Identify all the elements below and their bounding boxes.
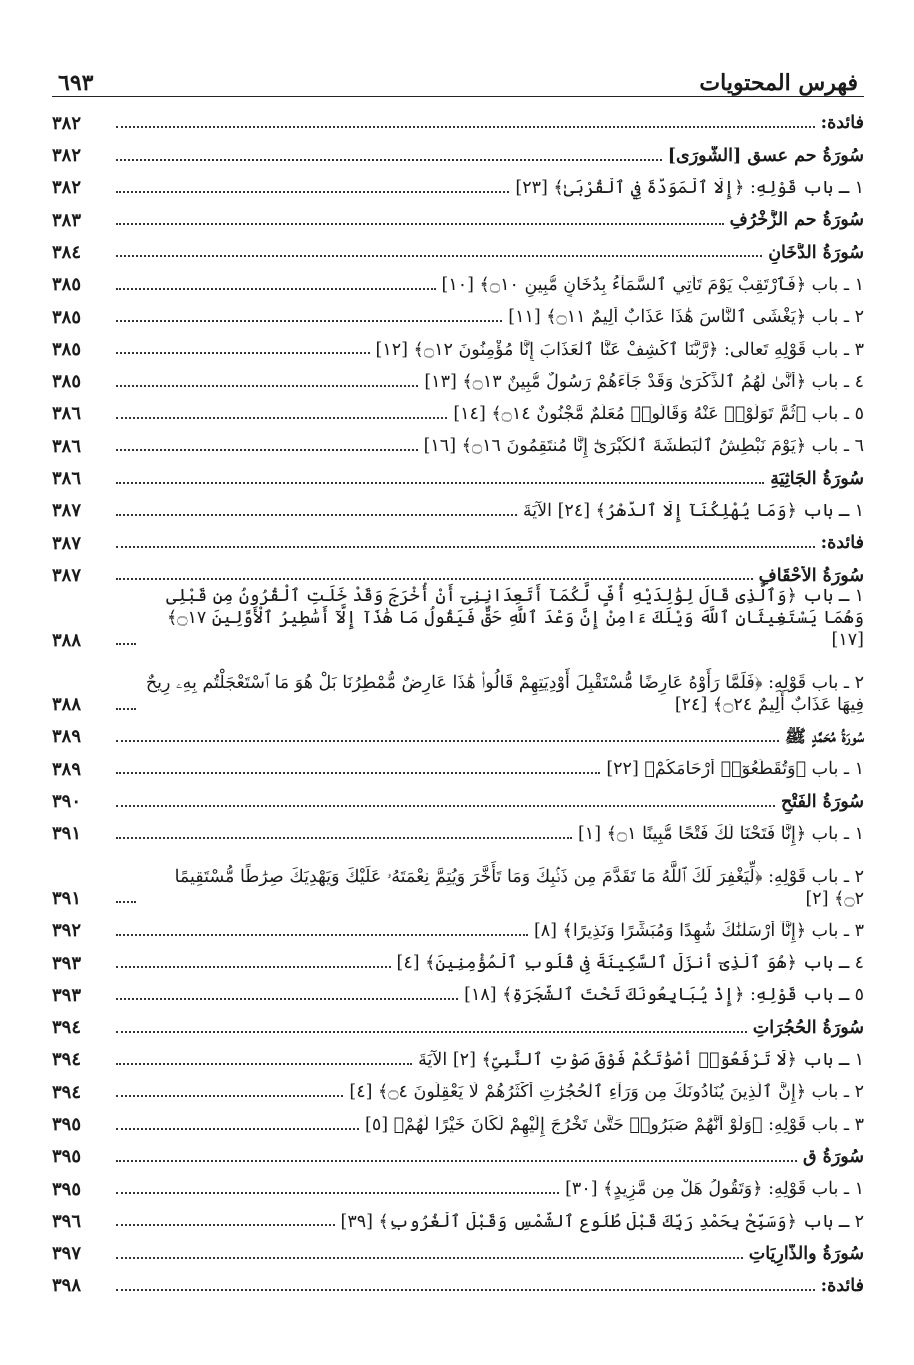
toc-entries xyxy=(52,103,864,1298)
toc-surah-entry xyxy=(52,135,864,167)
toc-bab-entry xyxy=(52,910,864,942)
toc-surah-entry xyxy=(52,1007,864,1039)
entry-title: فائدة: xyxy=(820,1276,864,1297)
entry-page-number: ٣٨٩ xyxy=(52,726,82,748)
entry-page-number: ٣٨٧ xyxy=(52,564,82,586)
toc-bab-entry xyxy=(52,943,864,975)
dot-leader xyxy=(116,739,779,742)
entry-page-number: ٣٩٠ xyxy=(52,791,82,813)
entry-page-number: ٣٨٦ xyxy=(52,403,82,425)
dot-leader xyxy=(116,1256,743,1259)
entry-page-number: ٣٨٥ xyxy=(52,338,82,360)
dot-leader xyxy=(116,1159,797,1162)
toc-surah-entry xyxy=(52,1233,864,1265)
toc-bab-entry xyxy=(52,846,864,911)
entry-title: ٥ ـ باب ﴿ثُمَّ تَوَلَّوْا۟ عَنْهُ وَقَالُوا۟ مُعَلَّمٌ مَّجْنُونٌ ۝١٤﴾ [١٤] xyxy=(453,404,864,425)
entry-page-number: ٣٨٦ xyxy=(52,435,82,457)
entry-page-number: ٣٨٤ xyxy=(52,241,82,263)
entry-title: سُورَةُ الأَحْقَافِ xyxy=(758,565,864,586)
dot-leader xyxy=(116,125,815,128)
dot-leader xyxy=(116,448,418,451)
dot-leader xyxy=(116,933,528,936)
toc-surah-entry xyxy=(52,1137,864,1169)
entry-title: سُورَةُ ق xyxy=(803,1146,864,1167)
dot-leader xyxy=(116,384,418,387)
entry-page-number: ٣٨٨ xyxy=(52,629,82,651)
entry-page-number: ٣٩٤ xyxy=(52,1049,82,1071)
entry-page-number: ٣٩٣ xyxy=(52,984,82,1006)
toc-note-entry xyxy=(52,523,864,555)
page-header xyxy=(52,54,864,97)
dot-leader xyxy=(116,222,724,225)
toc-bab-entry xyxy=(52,394,864,426)
entry-title: ٤ ـ باب ﴿أَنَّىٰ لَهُمُ ٱلذِّكْرَىٰ وَقَدْ جَآءَهُمْ رَسُولٌ مُّبِينٌ ۝١٣﴾ [١٣] xyxy=(424,371,864,392)
entry-title: سُورَةُ الحُجُرَاتِ xyxy=(752,1017,864,1038)
entry-page-number: ٣٩٦ xyxy=(52,1210,82,1232)
entry-page-number: ٣٨٧ xyxy=(52,532,82,554)
dot-leader xyxy=(116,1030,747,1033)
entry-title: ٢ ـ باب قَوْلِهِ: ﴿فَلَمَّا رَأَوْهُ عَارِضًا مُّسْتَقْبِلَ أَوْدِيَتِهِمْ قَالُوا۟ هَٰذَا عَارِضٌ مُّمْطِرُنَا بَلْ هُوَ مَا ٱسْتَعْجَلْتُم بِهِۦ رِيحٌ فِيهَا عَذَابٌ أَلِيمٌ ۝٢٤﴾ [٢٤] xyxy=(145,672,864,715)
entry-title: ١ ـ باب ﴿وَتُقَطِّعُوٓا۟ أَرْحَامَكُمْ﴾ [٢٢] xyxy=(606,759,864,780)
toc-bab-entry xyxy=(52,426,864,458)
entry-title: سُورَةُ الفَتْحِ xyxy=(780,791,864,812)
toc-bab-entry xyxy=(52,1201,864,1233)
dot-leader xyxy=(116,1127,359,1130)
entry-page-number: ٣٩١ xyxy=(52,823,82,845)
entry-page-number: ٣٨٧ xyxy=(52,500,82,522)
dot-leader xyxy=(116,190,509,193)
entry-title: ٤ ـ باب ﴿هُوَ ٱلَّذِىٓ أَنزَلَ ٱلسَّكِينَةَ فِى قُلُوبِ ٱلْمُؤْمِنِينَ﴾ [٤] xyxy=(396,953,864,974)
toc-bab-entry xyxy=(52,587,864,652)
entry-page-number: ٣٨٥ xyxy=(52,306,82,328)
toc-bab-entry xyxy=(52,1169,864,1201)
toc-bab-entry xyxy=(52,814,864,846)
toc-bab-entry xyxy=(52,1104,864,1136)
entry-page-number: ٣٨٩ xyxy=(52,758,82,780)
entry-page-number: ٣٩٤ xyxy=(52,1081,82,1103)
dot-leader xyxy=(116,771,600,774)
toc-bab-entry xyxy=(52,491,864,523)
toc-surah-entry xyxy=(52,232,864,264)
toc-bab-entry xyxy=(52,297,864,329)
dot-leader xyxy=(116,287,436,290)
entry-page-number: ٣٩٧ xyxy=(52,1243,82,1265)
toc-bab-entry xyxy=(52,975,864,1007)
entry-page-number: ٣٨٣ xyxy=(52,209,82,231)
entry-page-number: ٣٩١ xyxy=(52,887,82,909)
entry-title: سُورَةُ مُحَمَّدٍ ﷺ xyxy=(784,727,864,748)
entry-title: ٢ ـ باب ﴿إِنَّ ٱلَّذِينَ يُنَادُونَكَ مِن وَرَآءِ ٱلْحُجُرَٰتِ أَكْثَرُهُمْ لَا يَعْقِلُونَ ۝٤﴾ [٤] xyxy=(349,1082,864,1103)
entry-page-number: ٣٩٤ xyxy=(52,1017,82,1039)
entry-page-number: ٣٨٢ xyxy=(52,112,82,134)
dot-leader xyxy=(116,513,517,516)
entry-page-number: ٣٨٥ xyxy=(52,274,82,296)
entry-page-number: ٣٩٥ xyxy=(52,1114,82,1135)
entry-title: سُورَةُ والذَّارِيَاتِ xyxy=(748,1243,864,1264)
entry-page-number: ٣٩٨ xyxy=(52,1275,82,1297)
entry-page-number: ٣٨٥ xyxy=(52,371,82,393)
entry-page-number: ٣٨٢ xyxy=(52,177,82,199)
toc-bab-entry xyxy=(52,1072,864,1104)
toc-surah-entry xyxy=(52,781,864,813)
dot-leader xyxy=(116,1223,335,1226)
toc-note-entry xyxy=(52,103,864,135)
toc-bab-entry xyxy=(52,361,864,393)
entry-title: ١ ـ باب ﴿إِنَّا فَتَحْنَا لَكَ فَتْحًا مُّبِينًا ۝١﴾ [١] xyxy=(577,823,864,844)
dot-leader xyxy=(116,1062,412,1065)
dot-leader xyxy=(116,351,370,354)
toc-page xyxy=(52,54,864,1298)
toc-bab-entry xyxy=(52,168,864,200)
entry-title: ١ ـ باب ﴿فَٱرْتَقِبْ يَوْمَ تَأْتِي ٱلسَّمَآءُ بِدُخَانٍ مُّبِينٍ ۝١٠﴾ [١٠] xyxy=(441,274,864,295)
dot-leader xyxy=(116,642,136,645)
entry-title: ٣ ـ باب قَوْلِهِ تَعالى: ﴿رَّبَّنَا ٱكْشِفْ عَنَّا ٱلْعَذَابَ إِنَّا مُؤْمِنُونَ ۝١٢﴾ [١٢] xyxy=(375,339,864,360)
entry-title: سُورَةُ حم عسق [الشُّورَى] xyxy=(667,145,864,166)
page-title: فهرس المحتويات xyxy=(699,70,858,96)
dot-leader xyxy=(116,545,815,548)
entry-page-number: ٣٨٦ xyxy=(52,468,82,490)
entry-page-number: ٣٩٥ xyxy=(52,1178,82,1200)
entry-title: ١ ـ باب ﴿وَٱلَّذِى قَالَ لِوَٰلِدَيْهِ أُفٍّ لَّكُمَآ أَتَعِدَانِنِىٓ أَنْ أُخْرَجَ وَقَدْ خَلَتِ ٱلْقُرُونُ مِن قَبْلِى وَهُمَا يَسْتَغِيثَانِ ٱللَّهَ وَيْلَكَ ءَامِنْ إِنَّ وَعْدَ ٱللَّهِ حَقٌّ فَيَقُولُ مَا هَٰذَآ إِلَّآ أَسَٰطِيرُ ٱلْأَوَّلِينَ ۝١٧﴾ [١٧] xyxy=(166,586,864,651)
dot-leader xyxy=(116,416,447,419)
entry-title: ١ ـ باب ﴿لَا تَرْفَعُوٓا۟ أَصْوَٰتَكُمْ فَوْقَ صَوْتِ ٱلنَّبِىِّ﴾ [٢] الآيَةَ xyxy=(418,1050,864,1071)
toc-bab-entry xyxy=(52,652,864,717)
entry-title: ٢ ـ باب ﴿يَغْشَى ٱلنَّاسَ هَٰذَا عَذَابٌ أَلِيمٌ ۝١١﴾ [١١] xyxy=(508,307,864,328)
entry-title: ١ ـ باب قَوْلِهِ: ﴿إِلَّا ٱلْمَوَدَّةَ فِي ٱلْقُرْبَىٰ﴾ [٢٣] xyxy=(515,178,864,199)
entry-title: سُورَةُ الدُّخَانِ xyxy=(768,242,864,263)
entry-title: ١ ـ باب قَوْلِهِ: ﴿وَتَقُولُ هَلْ مِن مَّزِيدٍ﴾ [٣٠] xyxy=(565,1179,864,1200)
dot-leader xyxy=(116,900,136,903)
entry-title: ٢ ـ باب قَوْلِهِ: ﴿لِّيَغْفِرَ لَكَ ٱللَّهُ مَا تَقَدَّمَ مِن ذَنۢبِكَ وَمَا تَأَخَّرَ وَيُتِمَّ نِعْمَتَهُۥ عَلَيْكَ وَيَهْدِيَكَ صِرَٰطًا مُّسْتَقِيمًا ۝٢﴾ [٢] xyxy=(174,866,864,909)
dot-leader xyxy=(116,965,391,968)
toc-surah-entry xyxy=(52,717,864,749)
dot-leader xyxy=(116,158,662,161)
entry-title: ٣ ـ باب قَوْلِهِ: ﴿وَلَوْ أَنَّهُمْ صَبَرُوا۟ حَتَّىٰ تَخْرُجَ إِلَيْهِمْ لَكَانَ خَيْرًا لَّهُمْ﴾ [٥] xyxy=(365,1114,864,1135)
entry-title: فائدة: xyxy=(820,533,864,554)
dot-leader xyxy=(116,997,458,1000)
dot-leader xyxy=(116,1288,815,1291)
dot-leader xyxy=(116,804,775,807)
toc-surah-entry xyxy=(52,458,864,490)
dot-leader xyxy=(116,1191,559,1194)
toc-bab-entry xyxy=(52,329,864,361)
entry-page-number: ٣٩٣ xyxy=(52,952,82,974)
entry-title: سُورَةُ حم الزُّخْرُفِ xyxy=(729,210,864,231)
toc-bab-entry xyxy=(52,264,864,296)
entry-title: ٥ ـ باب قَوْلِهِ: ﴿إِذْ يُبَايِعُونَكَ تَحْتَ ٱلشَّجَرَةِ﴾ [١٨] xyxy=(464,985,864,1006)
entry-page-number: ٣٨٢ xyxy=(52,145,82,167)
dot-leader xyxy=(116,836,572,839)
toc-bab-entry xyxy=(52,749,864,781)
entry-title: ٦ ـ باب ﴿يَوْمَ نَبْطِشُ ٱلْبَطْشَةَ ٱلْكُبْرَىٰٓ إِنَّا مُنتَقِمُونَ ۝١٦﴾ [١٦] xyxy=(423,436,864,457)
dot-leader xyxy=(116,707,136,710)
toc-note-entry xyxy=(52,1266,864,1298)
dot-leader xyxy=(116,1094,343,1097)
entry-page-number: ٣٩٥ xyxy=(52,1146,82,1168)
toc-surah-entry xyxy=(52,555,864,587)
entry-title: ١ ـ باب ﴿وَمَا يُهْلِكُنَآ إِلَّا ٱلدَّهْرُ﴾ [٢٤] الآيَةَ xyxy=(522,500,864,521)
entry-title: ٣ ـ باب ﴿إِنَّآ أَرْسَلْنَٰكَ شَٰهِدًا وَمُبَشِّرًا وَنَذِيرًا﴾ [٨] xyxy=(533,920,864,941)
entry-page-number: ٣٨٨ xyxy=(52,694,82,716)
entry-title: ٢ ـ باب ﴿وَسَبِّحْ بِحَمْدِ رَبِّكَ قَبْلَ طُلُوعِ ٱلشَّمْسِ وَقَبْلَ ٱلْغُرُوبِ﴾ [٣٩] xyxy=(340,1211,864,1232)
dot-leader xyxy=(116,577,753,580)
toc-bab-entry xyxy=(52,1040,864,1072)
dot-leader xyxy=(116,254,762,257)
toc-surah-entry xyxy=(52,200,864,232)
entry-title: سُورَةُ الجَاثِيَةِ xyxy=(770,468,864,489)
page-number: ٦٩٣ xyxy=(58,70,94,96)
entry-title: فائدة: xyxy=(820,113,864,134)
dot-leader xyxy=(116,319,502,322)
entry-page-number: ٣٩٢ xyxy=(52,920,82,942)
dot-leader xyxy=(116,481,764,484)
